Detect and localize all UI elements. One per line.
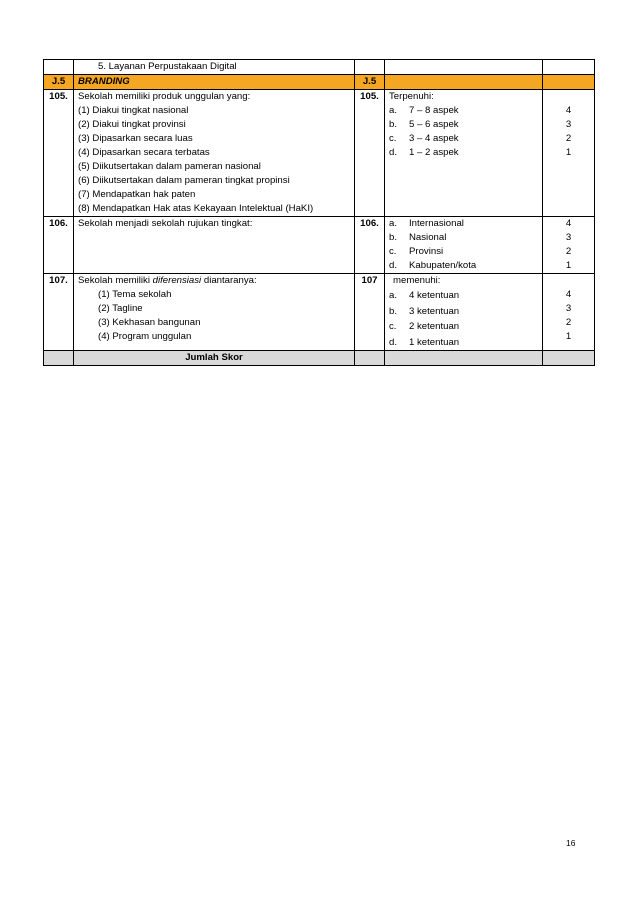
score-value: 2 bbox=[565, 317, 572, 328]
total-row bbox=[44, 351, 595, 366]
row-number-2: 107 bbox=[355, 274, 385, 351]
option-item: c. 2 ketentuan bbox=[389, 321, 460, 332]
list-item: (4) Program unggulan bbox=[98, 331, 192, 342]
list-item: (3) Dipasarkan secara luas bbox=[78, 133, 193, 144]
list-item: (8) Mendapatkan Hak atas Kekayaan Intelektual (HaKI) bbox=[78, 203, 314, 214]
score-cell bbox=[543, 217, 595, 274]
table-row bbox=[44, 90, 595, 217]
criterion-cell bbox=[74, 274, 355, 351]
options-header: Terpenuhi: bbox=[389, 91, 434, 102]
list-item: (6) Diikutsertakan dalam pameran tingkat propinsi bbox=[78, 175, 290, 186]
criterion-cell bbox=[74, 90, 355, 217]
page-number: 16 bbox=[566, 838, 576, 848]
options-header: memenuhi: bbox=[393, 275, 441, 286]
score-value: 1 bbox=[565, 260, 572, 271]
row-number: 105. bbox=[44, 90, 74, 217]
row-number-2: 106. bbox=[355, 217, 385, 274]
option-item: a. Internasional bbox=[389, 218, 464, 229]
row-number-2: 105. bbox=[355, 90, 385, 217]
criterion-text: Sekolah memiliki diferensiasi diantaranya: bbox=[78, 275, 257, 286]
score-value: 4 bbox=[565, 105, 572, 116]
option-item: b. 3 ketentuan bbox=[389, 305, 460, 317]
options-cell bbox=[385, 274, 543, 351]
options-cell bbox=[385, 217, 543, 274]
list-item: 5. Layanan Perpustakaan Digital bbox=[98, 61, 237, 72]
score-cell bbox=[543, 90, 595, 217]
option-item: d. Kabupaten/kota bbox=[389, 260, 477, 271]
score-value: 2 bbox=[565, 246, 572, 257]
score-value: 2 bbox=[565, 133, 572, 144]
section-code-2: J.5 bbox=[355, 75, 385, 90]
list-item: (4) Dipasarkan secara terbatas bbox=[78, 147, 210, 158]
list-item: (5) Diikutsertakan dalam pameran nasional bbox=[78, 161, 261, 172]
row-number: 106. bbox=[44, 217, 74, 274]
score-cell bbox=[543, 274, 595, 351]
table-row bbox=[44, 60, 595, 75]
section-header-row bbox=[44, 75, 595, 90]
score-value: 1 bbox=[565, 331, 572, 342]
option-item: d. 1 – 2 aspek bbox=[389, 147, 459, 158]
score-value: 4 bbox=[565, 289, 572, 300]
score-value: 3 bbox=[565, 119, 572, 130]
option-item: b. 5 – 6 aspek bbox=[389, 119, 459, 130]
options-cell bbox=[385, 90, 543, 217]
list-item: (2) Diakui tingkat provinsi bbox=[78, 119, 186, 130]
criterion-text: Sekolah memiliki produk unggulan yang: bbox=[78, 91, 251, 102]
list-item: (1) Tema sekolah bbox=[98, 289, 172, 300]
score-value: 3 bbox=[565, 232, 572, 243]
option-item: c. Provinsi bbox=[389, 246, 444, 257]
list-item: (1) Diakui tingkat nasional bbox=[78, 105, 189, 116]
table-row bbox=[44, 217, 595, 274]
list-item: (3) Kekhasan bangunan bbox=[98, 317, 201, 328]
scoring-table bbox=[43, 59, 595, 366]
option-item: a. 7 – 8 aspek bbox=[389, 105, 459, 116]
row-number: 107. bbox=[44, 274, 74, 351]
score-value: 3 bbox=[565, 303, 572, 314]
score-value: 1 bbox=[565, 147, 572, 158]
list-item: (2) Tagline bbox=[98, 303, 143, 314]
option-item: d. 1 ketentuan bbox=[389, 336, 460, 348]
criterion-cell bbox=[74, 217, 355, 274]
list-item: (7) Mendapatkan hak paten bbox=[78, 189, 196, 200]
section-code: J.5 bbox=[44, 75, 74, 90]
criterion-text: Sekolah menjadi sekolah rujukan tingkat: bbox=[78, 218, 253, 229]
section-title: BRANDING bbox=[74, 75, 355, 90]
option-item: a. 4 ketentuan bbox=[389, 290, 460, 301]
option-item: c. 3 – 4 aspek bbox=[389, 133, 459, 144]
table-row bbox=[44, 274, 595, 351]
option-item: b. Nasional bbox=[389, 232, 447, 243]
total-label: Jumlah Skor bbox=[74, 351, 355, 366]
score-value: 4 bbox=[565, 218, 572, 229]
